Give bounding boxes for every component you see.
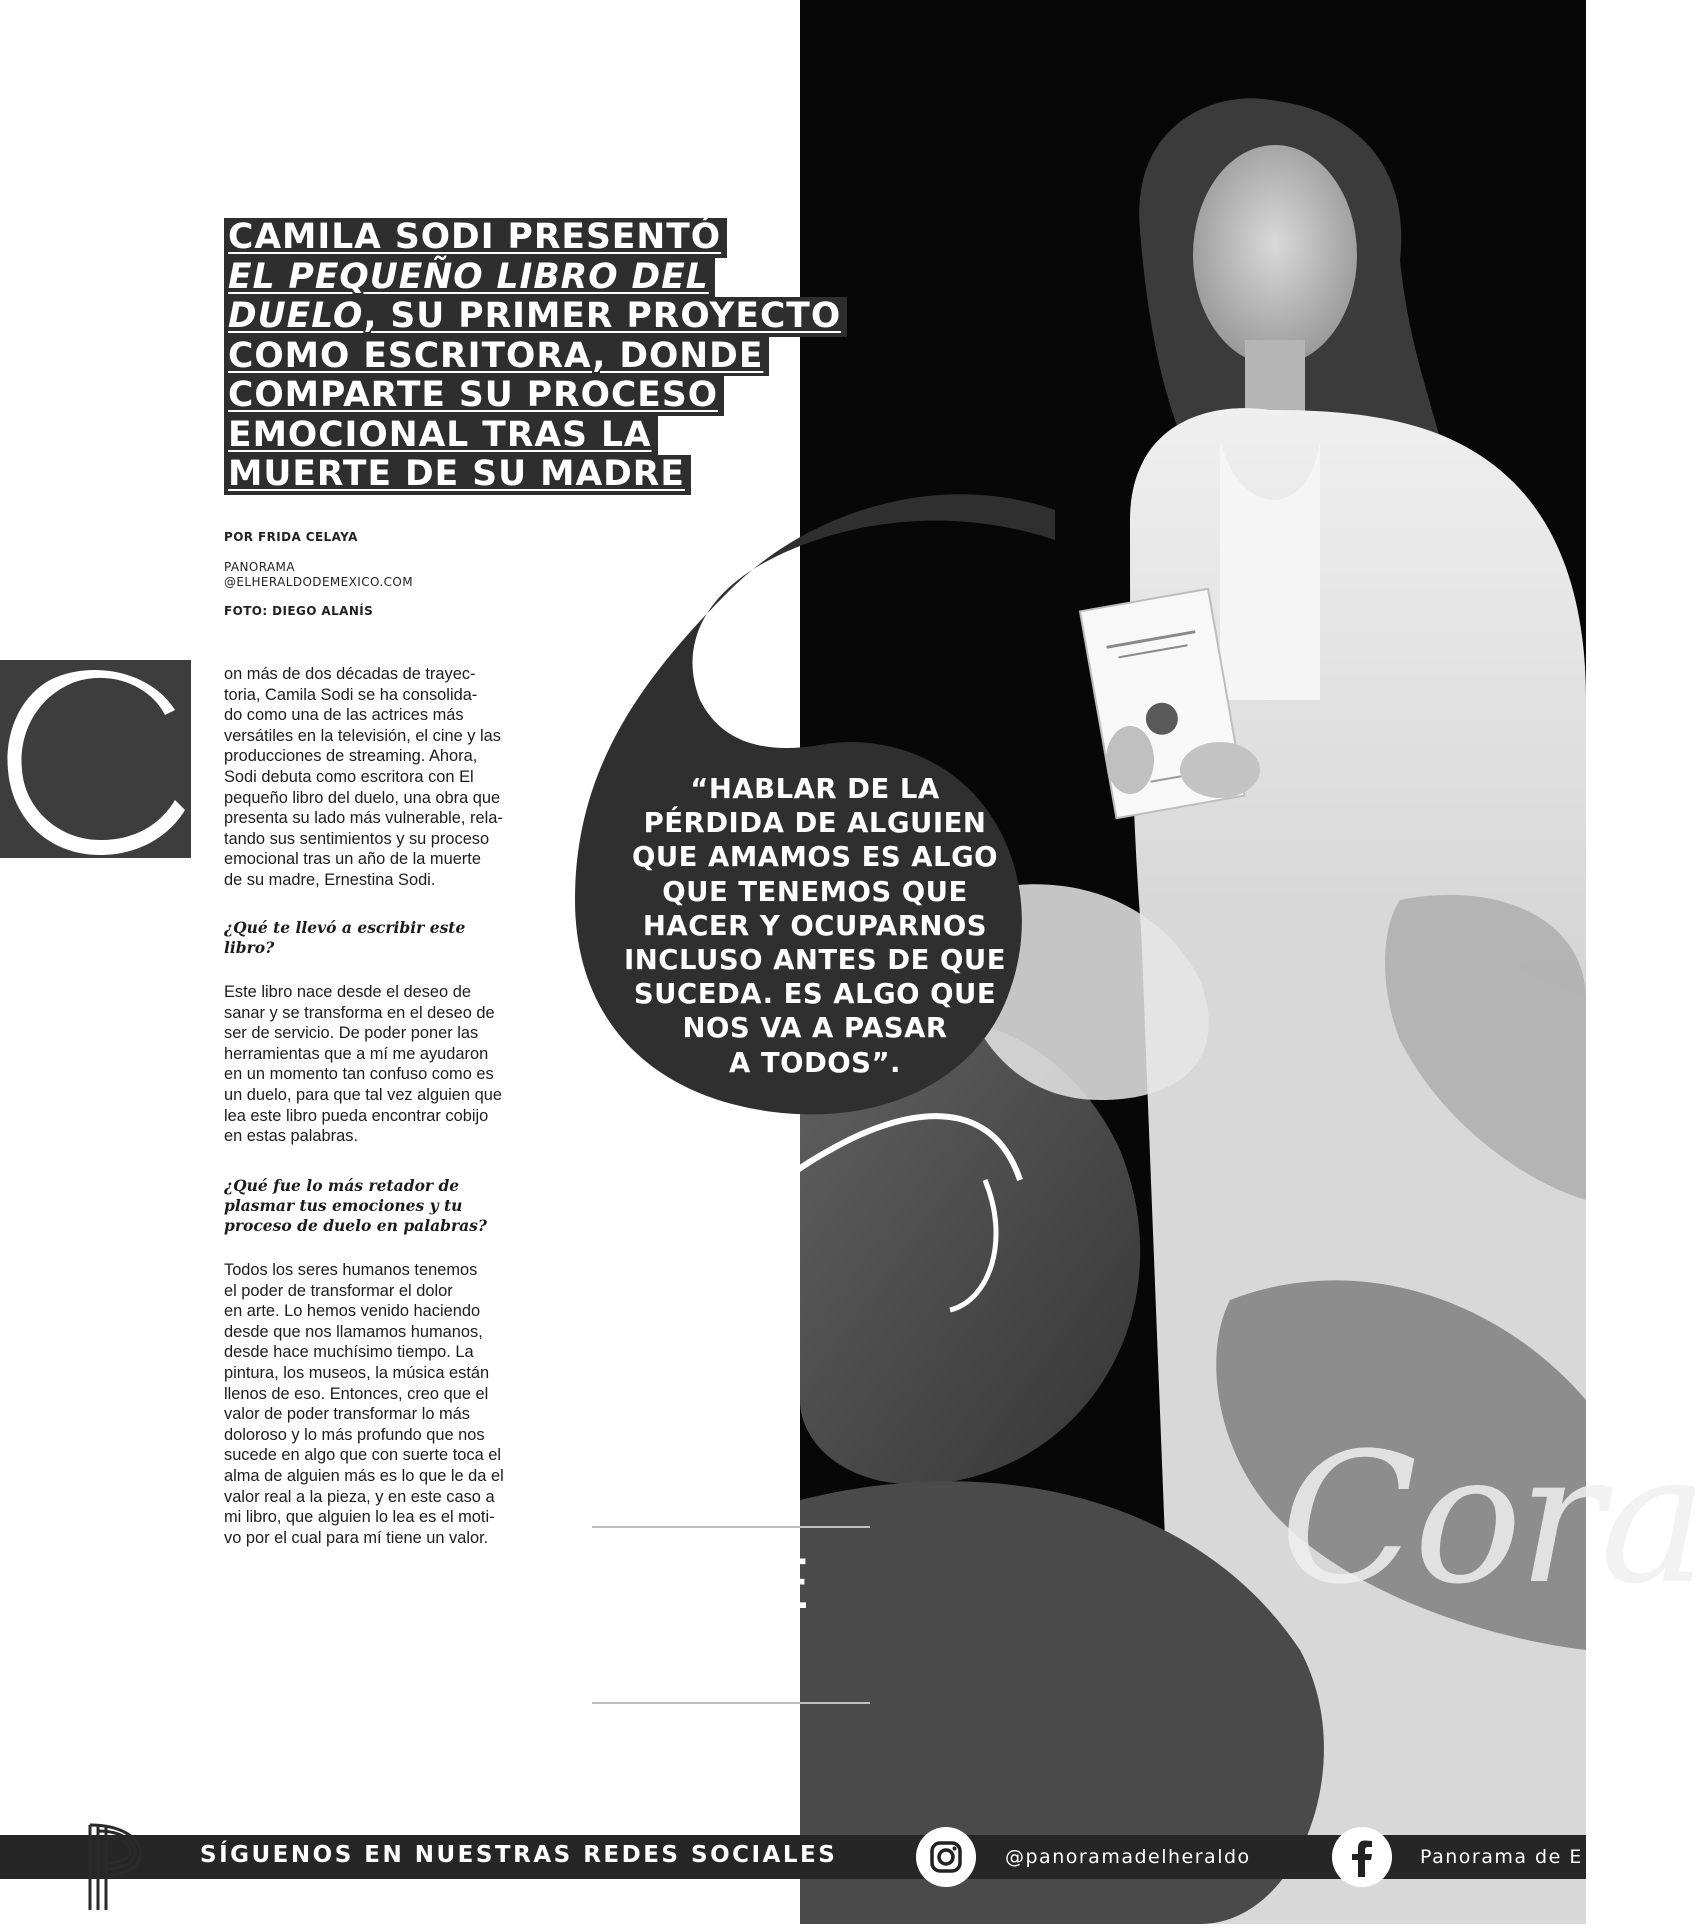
text-line: doloroso y lo más profundo que nos xyxy=(224,1425,485,1444)
text-line: Todos los seres humanos tenemos xyxy=(224,1261,478,1279)
facebook-glyph xyxy=(1332,1827,1392,1887)
facebook-icon[interactable] xyxy=(1332,1827,1392,1887)
panorama-logo xyxy=(82,1815,162,1915)
feature-title xyxy=(624,1546,812,1697)
text-line: versátiles en la televisión, el cine y las xyxy=(224,726,501,745)
pull-quote-line: INCLUSO ANTES DE QUE xyxy=(624,944,1006,977)
question-line: proceso de duelo en palabras? xyxy=(224,1216,487,1235)
pull-quote xyxy=(600,772,1030,1080)
text-line: herramientas que a mí me ayudaron xyxy=(224,1044,489,1063)
text-line: llenos de eso. Entonces, creo que el xyxy=(224,1384,489,1403)
text-line: pintura, los museos, la música están xyxy=(224,1363,490,1382)
text-line: Este libro nace desde el deseo de xyxy=(224,983,471,1001)
follow-label: SÍGUENOS EN NUESTRAS REDES SOCIALES xyxy=(200,1842,838,1868)
headline-line: CAMILA SODI PRESENTÓ xyxy=(224,218,727,258)
text-line: presenta su lado más vulnerable, rela- xyxy=(224,809,503,828)
headline-line: DUELO xyxy=(228,296,364,336)
facebook-name[interactable]: Panorama de E xyxy=(1420,1846,1583,1868)
pull-quote-line: “HABLAR DE LA xyxy=(690,773,940,805)
headline-line: COMO ESCRITORA, DONDE xyxy=(224,337,769,377)
text-line: producciones de streaming. Ahora, xyxy=(224,747,478,766)
title-rule-bottom xyxy=(592,1702,870,1704)
question-line: libro? xyxy=(224,938,275,957)
drop-cap-letter xyxy=(0,660,191,858)
text-line: tando sus sentimientos y su proceso xyxy=(224,829,490,848)
text-line: el poder de transformar el dolor xyxy=(224,1281,453,1300)
pull-quote-line: SUCEDA. ES ALGO QUE xyxy=(633,978,997,1011)
headline-line: COMPARTE SU PROCESO xyxy=(224,376,724,416)
headline-line: , SU PRIMER PROYECTO xyxy=(363,296,842,336)
question-line: ¿Qué fue lo más retador de xyxy=(224,1176,460,1195)
text-line: on más de dos décadas de trayec- xyxy=(224,665,476,683)
text-line: vo por el cual para mí tiene un valor. xyxy=(224,1528,489,1547)
answer-2 xyxy=(224,1260,546,1548)
text-line: desde que nos llamamos humanos, xyxy=(224,1322,483,1341)
question-1 xyxy=(224,918,544,958)
script-word-text: Cora xyxy=(1280,1415,1703,1624)
headline-line: EMOCIONAL TRAS LA xyxy=(224,416,658,456)
text-line: valor real a la pieza, y en este caso a xyxy=(224,1487,495,1506)
feature-title-line: SU xyxy=(624,1618,719,1697)
answer-1 xyxy=(224,982,546,1147)
headline-line: EL PEQUEÑO LIBRO DEL xyxy=(224,258,715,298)
feature-title-line: ABRE xyxy=(624,1546,812,1625)
instagram-icon[interactable] xyxy=(916,1827,976,1887)
text-line: desde hace muchísimo tiempo. La xyxy=(224,1343,474,1362)
text-line: toria, Camila Sodi se ha consolida- xyxy=(224,685,478,704)
author-email[interactable]: @ELHERALDODEMEXICO.COM xyxy=(224,575,413,589)
pull-quote-line: QUE AMAMOS ES ALGO xyxy=(631,841,999,874)
byline: POR FRIDA CELAYA xyxy=(224,530,358,544)
text-line: lea este libro pueda encontrar cobijo xyxy=(224,1106,489,1125)
question-2 xyxy=(224,1176,544,1236)
headline xyxy=(224,218,884,495)
text-line: mi libro, que alguien lo lea es el moti- xyxy=(224,1508,495,1527)
pull-quote-line: NOS VA A PASAR xyxy=(682,1012,948,1045)
text-line: en arte. Lo hemos venido haciendo xyxy=(224,1302,481,1321)
instagram-glyph xyxy=(916,1827,976,1887)
pull-quote-line: QUE TENEMOS QUE xyxy=(662,875,968,908)
question-line: plasmar tus emociones y tu xyxy=(224,1196,463,1215)
pull-quote-line: PÉRDIDA DE ALGUIEN xyxy=(643,807,987,840)
headline-line: MUERTE DE SU MADRE xyxy=(224,455,691,495)
text-line: en estas palabras. xyxy=(224,1127,358,1146)
pull-quote-line: HACER Y OCUPARNOS xyxy=(642,909,988,942)
text-line: emocional tras un año de la muerte xyxy=(224,850,481,869)
instagram-handle[interactable]: @panoramadelheraldo xyxy=(1005,1846,1251,1868)
text-line: Sodi debuta como escritora con El xyxy=(224,767,474,786)
drop-cap xyxy=(0,660,191,858)
script-word xyxy=(1280,1415,1703,1624)
text-line: un duelo, para que tal vez alguien que xyxy=(224,1085,502,1104)
intro-paragraph xyxy=(224,664,546,891)
photo-credit: FOTO: DIEGO ALANÍS xyxy=(224,604,374,618)
text-line: do como una de las actrices más xyxy=(224,706,464,725)
title-rule-top xyxy=(592,1526,870,1528)
text-line: alma de alguien más es lo que le da el xyxy=(224,1466,504,1485)
text-line: sucede en algo que con suerte toca el xyxy=(224,1446,502,1465)
text-line: sanar y se transforma en el deseo de xyxy=(224,1003,495,1022)
logo-icon xyxy=(82,1815,162,1915)
text-line: en un momento tan confuso como es xyxy=(224,1065,494,1084)
section-label: PANORAMA xyxy=(224,560,295,574)
text-line: de su madre, Ernestina Sodi. xyxy=(224,870,436,889)
question-line: ¿Qué te llevó a escribir este xyxy=(224,918,466,937)
text-line: ser de servicio. De poder poner las xyxy=(224,1024,479,1043)
pull-quote-line: A TODOS”. xyxy=(728,1046,902,1079)
text-line: pequeño libro del duelo, una obra que xyxy=(224,788,501,807)
text-line: valor de poder transformar lo más xyxy=(224,1405,470,1424)
